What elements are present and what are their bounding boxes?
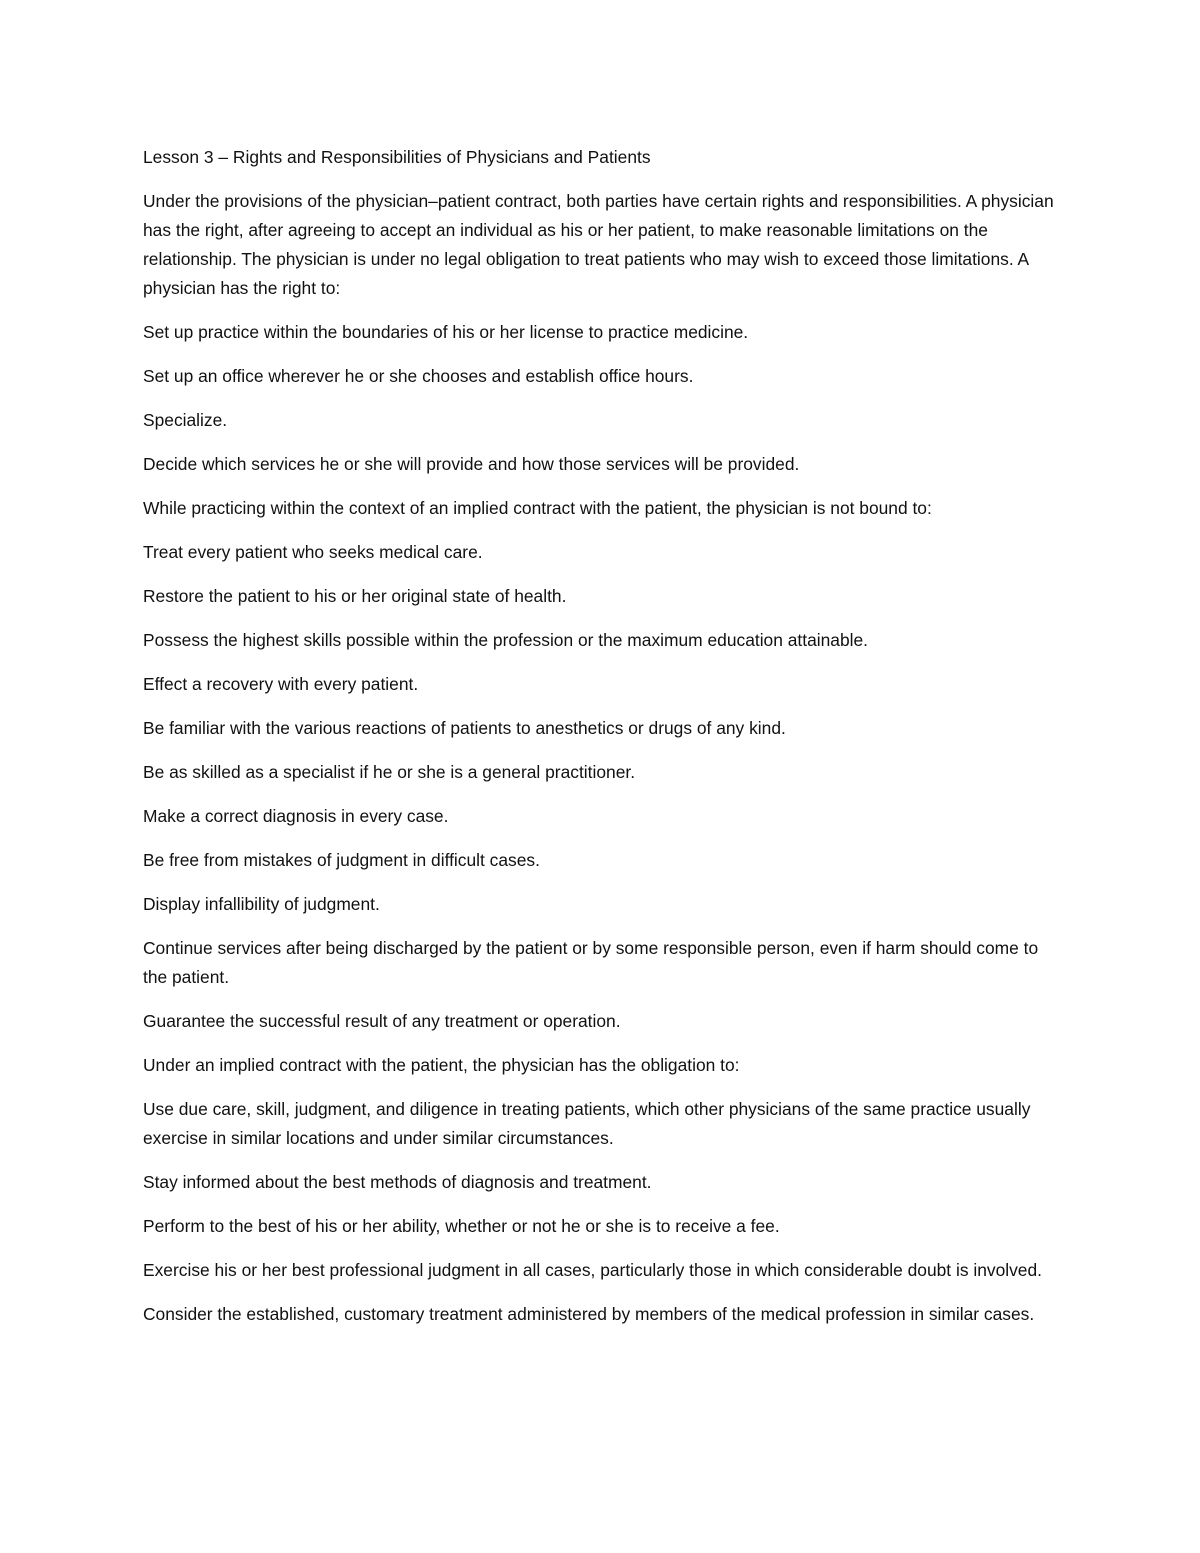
obligation-intro: Under an implied contract with the patient, the physician has the obligation to: (143, 1055, 740, 1075)
obligation-due-care: Use due care, skill, judgment, and diligence in treating patients, which other physicians of the same practice usually exercise in similar locations and under similar circumstances. (143, 1099, 1031, 1148)
document-body (143, 143, 1063, 1344)
obligation-professional-judgment: Exercise his or her best professional judgment in all cases, particularly those in which considerable doubt is involved. (143, 1260, 1042, 1280)
not-bound-free-from-mistakes: Be free from mistakes of judgment in difficult cases. (143, 850, 540, 870)
not-bound-continue-services: Continue services after being discharged by the patient or by some responsible person, even if harm should come to the patient. (143, 938, 1039, 987)
not-bound-restore-health: Restore the patient to his or her original state of health. (143, 586, 567, 606)
not-bound-treat-every-patient: Treat every patient who seeks medical care. (143, 542, 483, 562)
right-office-location: Set up an office wherever he or she chooses and establish office hours. (143, 366, 694, 386)
not-bound-specialist-skill: Be as skilled as a specialist if he or she is a general practitioner. (143, 762, 636, 782)
obligation-stay-informed: Stay informed about the best methods of diagnosis and treatment. (143, 1172, 652, 1192)
lesson-title: Lesson 3 – Rights and Responsibilities of Physicians and Patients (143, 147, 651, 167)
not-bound-intro: While practicing within the context of an implied contract with the patient, the physician is not bound to: (143, 498, 932, 518)
not-bound-highest-skills: Possess the highest skills possible within the profession or the maximum education attainable. (143, 630, 868, 650)
not-bound-correct-diagnosis: Make a correct diagnosis in every case. (143, 806, 449, 826)
not-bound-infallibility: Display infallibility of judgment. (143, 894, 380, 914)
not-bound-guarantee-result: Guarantee the successful result of any treatment or operation. (143, 1011, 621, 1031)
not-bound-effect-recovery: Effect a recovery with every patient. (143, 674, 419, 694)
right-practice-boundaries: Set up practice within the boundaries of his or her license to practice medicine. (143, 322, 749, 342)
obligation-best-ability: Perform to the best of his or her ability, whether or not he or she is to receive a fee. (143, 1216, 780, 1236)
obligation-customary-treatment: Consider the established, customary treatment administered by members of the medical profession in similar cases. (143, 1304, 1035, 1324)
right-specialize: Specialize. (143, 410, 228, 430)
intro-paragraph: Under the provisions of the physician–patient contract, both parties have certain rights and responsibilities. A physician has the right, after agreeing to accept an individual as his or her patient, to make reasonable limitations on the relationship. The physician is under no legal obligation to treat patients who may wish to exceed those limitations. A physician has the right to: (143, 191, 1054, 298)
right-decide-services: Decide which services he or she will provide and how those services will be provided. (143, 454, 800, 474)
not-bound-reactions: Be familiar with the various reactions of patients to anesthetics or drugs of any kind. (143, 718, 786, 738)
